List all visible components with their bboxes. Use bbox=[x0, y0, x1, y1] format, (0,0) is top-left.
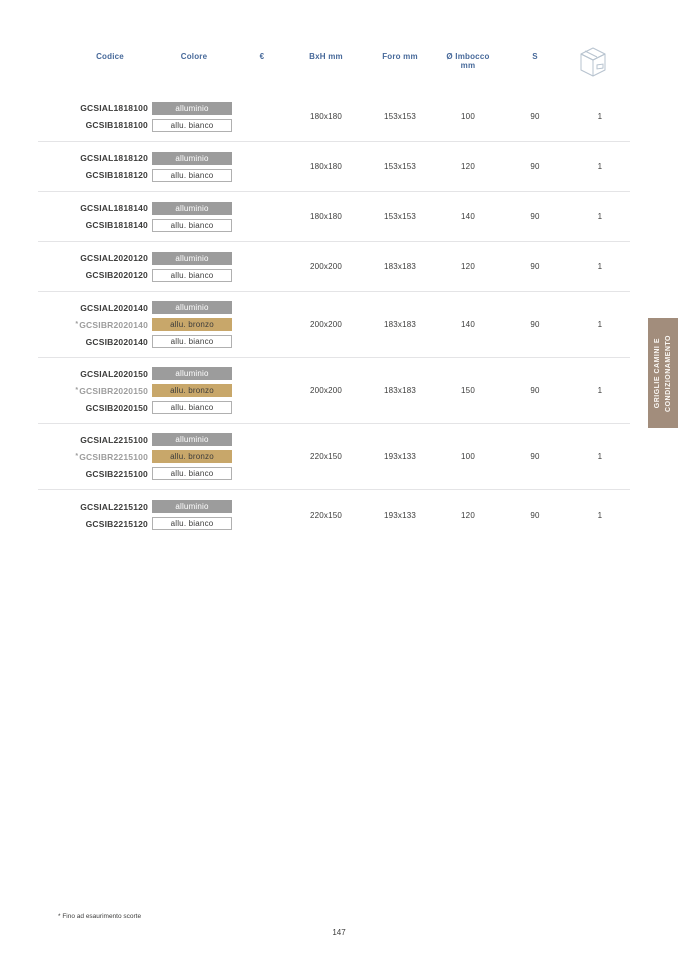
bxh-cell: 200x200 bbox=[309, 320, 343, 329]
foro-cell: 183x183 bbox=[383, 262, 417, 271]
table-row bbox=[38, 142, 630, 192]
package-box-icon bbox=[575, 44, 611, 80]
code-line bbox=[38, 431, 236, 448]
page-number: 147 bbox=[332, 928, 346, 937]
code-line bbox=[38, 267, 236, 284]
code-line bbox=[38, 448, 236, 465]
color-swatch-bianco: allu. bianco bbox=[152, 219, 232, 232]
product-code: GCSIAL2020120 bbox=[80, 253, 148, 263]
bxh-cell: 200x200 bbox=[309, 386, 343, 395]
category-side-tab bbox=[648, 318, 678, 428]
s-cell: 90 bbox=[530, 212, 540, 221]
footnote: * Fino ad esaurimento scorte bbox=[58, 913, 142, 920]
product-code: GCSIAL2215120 bbox=[80, 501, 148, 512]
code-line bbox=[38, 167, 236, 184]
product-code: *GCSIBR2020140 bbox=[75, 319, 148, 330]
code-line bbox=[38, 399, 236, 416]
foro-cell: 183x183 bbox=[383, 386, 417, 395]
code-line bbox=[38, 200, 236, 217]
qty-cell: 1 bbox=[597, 320, 603, 329]
qty-cell: 1 bbox=[597, 212, 603, 221]
s-cell: 90 bbox=[530, 112, 540, 121]
table-row bbox=[38, 424, 630, 490]
side-tab-line2: CONDIZIONAMENTO bbox=[665, 334, 672, 412]
s-cell: 90 bbox=[530, 510, 540, 520]
color-swatch-bianco: allu. bianco bbox=[152, 401, 232, 414]
product-code: GCSIB1818120 bbox=[85, 170, 148, 180]
column-header-imbocco bbox=[436, 44, 500, 70]
column-header-euro: € bbox=[259, 52, 265, 61]
color-swatch-bianco: allu. bianco bbox=[152, 119, 232, 132]
imbocco-cell: 120 bbox=[461, 510, 475, 520]
imbocco-cell: 140 bbox=[461, 320, 475, 329]
color-swatch-bianco: allu. bianco bbox=[152, 467, 232, 480]
side-tab-line1: GRIGLIE CAMINI E bbox=[654, 337, 661, 409]
imbocco-cell: 100 bbox=[461, 452, 475, 461]
codes-and-colors bbox=[38, 431, 236, 482]
code-line bbox=[38, 333, 236, 350]
s-cell: 90 bbox=[530, 452, 540, 461]
asterisk-marker: * bbox=[75, 320, 79, 328]
color-swatch-alluminio: alluminio bbox=[152, 252, 232, 265]
asterisk-marker: * bbox=[75, 386, 79, 394]
color-swatch-alluminio: alluminio bbox=[152, 433, 232, 446]
table-row bbox=[38, 292, 630, 358]
code-line bbox=[38, 117, 236, 134]
product-code: GCSIB2215120 bbox=[85, 518, 148, 529]
column-header-packaging bbox=[570, 44, 630, 80]
color-swatch-alluminio: alluminio bbox=[152, 301, 232, 314]
product-code: GCSIAL2215100 bbox=[80, 434, 148, 445]
table-row bbox=[38, 490, 630, 540]
color-swatch-bianco: allu. bianco bbox=[152, 335, 232, 348]
qty-cell: 1 bbox=[597, 112, 603, 121]
codes-and-colors bbox=[38, 150, 236, 184]
column-header-foro: Foro mm bbox=[382, 52, 418, 61]
color-swatch-bronzo: allu. bronzo bbox=[152, 384, 232, 397]
imbocco-cell: 140 bbox=[461, 212, 475, 221]
column-header-codice: Codice bbox=[96, 52, 124, 61]
color-swatch-bronzo: allu. bronzo bbox=[152, 450, 232, 463]
code-line bbox=[38, 382, 236, 399]
product-code: GCSIB2215100 bbox=[85, 468, 148, 479]
foro-cell: 153x153 bbox=[383, 212, 417, 221]
imbocco-line1: Ø Imbocco bbox=[446, 52, 490, 61]
bxh-cell: 180x180 bbox=[309, 162, 343, 171]
product-code: GCSIB2020120 bbox=[85, 270, 148, 280]
code-line bbox=[38, 498, 236, 515]
imbocco-cell: 150 bbox=[461, 386, 475, 395]
qty-cell: 1 bbox=[597, 452, 603, 461]
code-line bbox=[38, 365, 236, 382]
codes-and-colors bbox=[38, 365, 236, 416]
code-line bbox=[38, 150, 236, 167]
product-code: GCSIAL2020140 bbox=[80, 302, 148, 313]
color-swatch-alluminio: alluminio bbox=[152, 102, 232, 115]
product-code: *GCSIBR2020150 bbox=[75, 385, 148, 396]
bxh-cell: 220x150 bbox=[309, 510, 343, 520]
code-line bbox=[38, 100, 236, 117]
color-swatch-bianco: allu. bianco bbox=[152, 169, 232, 182]
column-header-s: S bbox=[532, 52, 538, 61]
s-cell: 90 bbox=[530, 320, 540, 329]
qty-cell: 1 bbox=[597, 386, 603, 395]
imbocco-cell: 120 bbox=[461, 262, 475, 271]
codes-and-colors bbox=[38, 100, 236, 134]
qty-cell: 1 bbox=[597, 510, 603, 520]
table-row bbox=[38, 92, 630, 142]
column-header-bxh: BxH mm bbox=[309, 52, 343, 61]
table-row bbox=[38, 242, 630, 292]
code-line bbox=[38, 217, 236, 234]
s-cell: 90 bbox=[530, 262, 540, 271]
bxh-cell: 180x180 bbox=[309, 212, 343, 221]
table-row bbox=[38, 192, 630, 242]
foro-cell: 183x183 bbox=[383, 320, 417, 329]
color-swatch-alluminio: alluminio bbox=[152, 152, 232, 165]
color-swatch-alluminio: alluminio bbox=[152, 500, 232, 513]
product-code: GCSIB1818100 bbox=[85, 120, 148, 130]
imbocco-line2: mm bbox=[460, 61, 476, 70]
color-swatch-bianco: allu. bianco bbox=[152, 517, 232, 530]
color-swatch-alluminio: alluminio bbox=[152, 367, 232, 380]
color-swatch-alluminio: alluminio bbox=[152, 202, 232, 215]
codes-and-colors bbox=[38, 250, 236, 284]
codes-and-colors bbox=[38, 299, 236, 350]
product-code: GCSIB2020140 bbox=[85, 336, 148, 347]
color-swatch-bianco: allu. bianco bbox=[152, 269, 232, 282]
product-code: *GCSIBR2215100 bbox=[75, 451, 148, 462]
foro-cell: 193x133 bbox=[383, 452, 417, 461]
color-swatch-bronzo: allu. bronzo bbox=[152, 318, 232, 331]
code-line bbox=[38, 250, 236, 267]
s-cell: 90 bbox=[530, 386, 540, 395]
product-code: GCSIAL1818100 bbox=[80, 103, 148, 113]
bxh-cell: 180x180 bbox=[309, 112, 343, 121]
column-header-colore: Colore bbox=[180, 52, 208, 61]
qty-cell: 1 bbox=[597, 162, 603, 171]
codes-and-colors bbox=[38, 498, 236, 532]
foro-cell: 153x153 bbox=[383, 112, 417, 121]
bxh-cell: 200x200 bbox=[309, 262, 343, 271]
product-code: GCSIB2020150 bbox=[85, 402, 148, 413]
product-code: GCSIB1818140 bbox=[85, 220, 148, 230]
product-code: GCSIAL1818140 bbox=[80, 203, 148, 213]
qty-cell: 1 bbox=[597, 262, 603, 271]
table-body bbox=[38, 92, 630, 540]
code-line bbox=[38, 515, 236, 532]
s-cell: 90 bbox=[530, 162, 540, 171]
imbocco-cell: 120 bbox=[461, 162, 475, 171]
code-line bbox=[38, 316, 236, 333]
codes-and-colors bbox=[38, 200, 236, 234]
table-header bbox=[38, 44, 630, 80]
code-line bbox=[38, 299, 236, 316]
code-line bbox=[38, 465, 236, 482]
bxh-cell: 220x150 bbox=[309, 452, 343, 461]
product-code: GCSIAL1818120 bbox=[80, 153, 148, 163]
foro-cell: 153x153 bbox=[383, 162, 417, 171]
foro-cell: 193x133 bbox=[383, 510, 417, 520]
table-row bbox=[38, 358, 630, 424]
asterisk-marker: * bbox=[75, 452, 79, 460]
product-code: GCSIAL2020150 bbox=[80, 368, 148, 379]
imbocco-cell: 100 bbox=[461, 112, 475, 121]
